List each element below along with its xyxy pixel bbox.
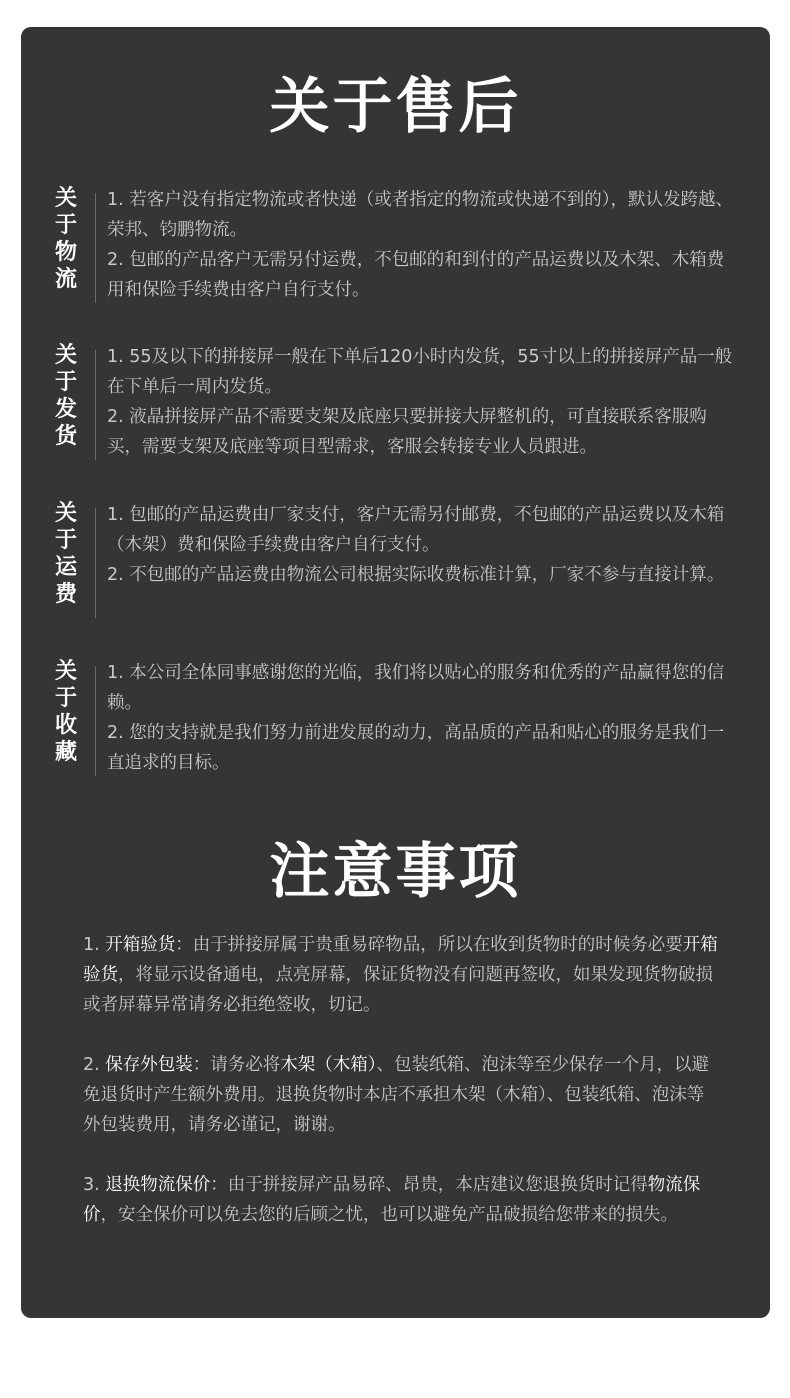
- section-body: [107, 185, 741, 305]
- note-keyword: 开箱验货: [83, 935, 718, 985]
- section-label-logistics: 关于物流: [54, 186, 77, 292]
- after-sales-title: 关于售后: [269, 72, 522, 142]
- paragraph: 1. 若客户没有指定物流或者快递（或者指定的物流或快递不到的），默认发跨越、荣邦、钧鹏物流。: [107, 190, 734, 240]
- note-keyword: 退换物流保价: [105, 1175, 211, 1195]
- section-divider: [95, 666, 96, 776]
- note-item-packaging: [83, 1050, 719, 1140]
- paragraph: 1. 本公司全体同事感谢您的光临，我们将以贴心的服务和优秀的产品赢得您的信赖。: [107, 663, 725, 713]
- note-item-insurance: [83, 1170, 719, 1230]
- content-card: [21, 27, 770, 1318]
- note-text: ，安全保价可以免去您的后顾之忧，也可以避免产品破损给您带来的损失。: [100, 1205, 678, 1225]
- note-number: 1.: [83, 935, 106, 955]
- note-text: ，将显示设备通电，点亮屏幕，保证货物没有问题再签收，如果发现货物破损或者屏幕异常请务必拒绝签收，切记。: [83, 965, 713, 1015]
- section-logistics: [51, 185, 741, 310]
- note-text: 、包装纸箱、泡沫等至少保存一个月，以避免退货时产生额外费用。退换货物时本店不承担木架（木箱）、包装纸箱、泡沫等外包装费用，请务必谨记，谢谢。: [83, 1055, 710, 1135]
- note-keyword: 木架（木箱）: [280, 1055, 377, 1075]
- notes-title: 注意事项: [269, 837, 522, 907]
- section-divider: [95, 508, 96, 618]
- note-text: ：由于拼接屏产品易碎、昂贵，本店建议您退换货时记得: [210, 1175, 648, 1195]
- section-favorites: [51, 658, 741, 783]
- section-body: [107, 500, 741, 590]
- section-label-shipping: 关于发货: [54, 343, 77, 449]
- paragraph: 2. 不包邮的产品运费由物流公司根据实际收费标准计算，厂家不参与直接计算。: [107, 565, 725, 585]
- section-freight: [51, 500, 741, 625]
- section-label-favorites: 关于收藏: [54, 659, 77, 765]
- note-text: ：由于拼接屏属于贵重易碎物品，所以在收到货物时的时候务必要: [175, 935, 683, 955]
- note-keyword: 开箱验货: [105, 935, 176, 955]
- paragraph: 1. 包邮的产品运费由厂家支付，客户无需另付邮费，不包邮的产品运费以及木箱（木架）费和保险手续费由客户自行支付。: [107, 505, 725, 555]
- section-shipping: [51, 342, 741, 467]
- section-divider: [95, 350, 96, 460]
- section-label-freight: 关于运费: [54, 501, 77, 607]
- section-body: [107, 342, 741, 462]
- note-number: 2.: [83, 1055, 106, 1075]
- paragraph: 2. 您的支持就是我们努力前进发展的动力，高品质的产品和贴心的服务是我们一直追求的目标。: [107, 723, 725, 773]
- paragraph: 2. 液晶拼接屏产品不需要支架及底座只要拼接大屏整机的，可直接联系客服购买，需要支架及底座等项目型需求，客服会转接专业人员跟进。: [107, 407, 707, 457]
- paragraph: 1. 55及以下的拼接屏一般在下单后120小时内发货，55寸以上的拼接屏产品一般在下单后一周内发货。: [107, 347, 733, 397]
- paragraph: 2. 包邮的产品客户无需另付运费，不包邮的和到付的产品运费以及木架、木箱费用和保险手续费由客户自行支付。: [107, 250, 725, 300]
- note-number: 3.: [83, 1175, 106, 1195]
- note-text: ：请务必将: [192, 1055, 281, 1075]
- section-divider: [95, 193, 96, 303]
- note-keyword: 保存外包装: [105, 1055, 193, 1075]
- section-body: [107, 658, 741, 778]
- note-keyword: 物流保价: [83, 1175, 701, 1225]
- note-item-inspection: [83, 930, 719, 1020]
